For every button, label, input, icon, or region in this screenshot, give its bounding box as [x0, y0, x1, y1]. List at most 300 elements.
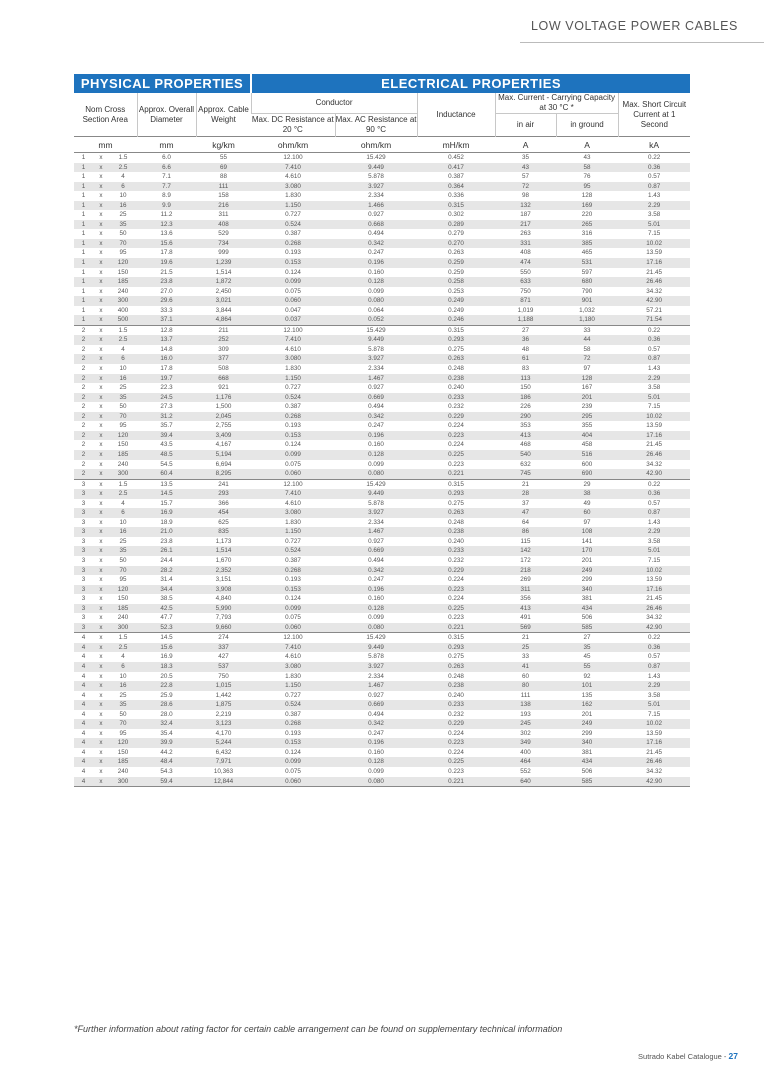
cell-weight: 252 [196, 335, 251, 345]
cell-dc-resistance: 0.037 [251, 315, 335, 325]
cell-current-air: 115 [520, 537, 531, 545]
cell-short-circuit: 0.36 [618, 335, 690, 345]
cell-diameter: 38.5 [160, 595, 173, 603]
cell-weight: 5,990 [196, 604, 251, 614]
cell-current-air: 150 [520, 384, 531, 392]
cell-dc-resistance: 1.150 [251, 201, 335, 211]
cell-current-ground: 239 [581, 403, 593, 411]
table-row [74, 210, 690, 220]
cell-weight: 668 [196, 374, 251, 384]
cell-inductance: 0.387 [448, 173, 464, 181]
table-row [74, 191, 690, 201]
cell-dc-resistance: 0.524 [251, 393, 335, 403]
cell-short-circuit: 3.58 [647, 537, 661, 545]
cell-dc-resistance: 0.060 [251, 469, 335, 479]
cell-inductance: 0.224 [448, 422, 464, 430]
cell-short-circuit: 0.87 [618, 182, 690, 192]
table-row [74, 613, 690, 623]
cell-dc-resistance: 1.830 [285, 192, 301, 200]
cell-cores: 2 [74, 374, 93, 384]
cell-diameter: 24.4 [160, 556, 173, 564]
cell-section: 10 [119, 365, 127, 373]
cell-diameter: 34.4 [137, 585, 196, 595]
cell-weight: 1,514 [215, 268, 232, 276]
cell-ac-resistance: 0.080 [335, 296, 417, 306]
cell-short-circuit: 1.43 [647, 365, 661, 373]
cell-diameter: 19.7 [137, 374, 196, 384]
cell-inductance: 0.224 [448, 595, 464, 603]
table-row [74, 364, 690, 374]
cell-short-circuit: 26.46 [618, 277, 690, 287]
cell-current-ground: 201 [581, 710, 593, 718]
cell-diameter: 20.5 [160, 672, 173, 680]
cell-short-circuit: 71.54 [618, 315, 690, 325]
cell-weight: 1,173 [215, 537, 232, 545]
cell-diameter: 23.8 [137, 277, 196, 287]
cell-current-ground: 49 [583, 499, 591, 507]
cell-diameter: 12.8 [137, 325, 196, 335]
cell-current-ground: 404 [556, 431, 618, 441]
cell-dc-resistance: 4.610 [285, 345, 301, 353]
cell-cores: 4 [81, 691, 86, 699]
cell-ac-resistance: 0.128 [335, 604, 417, 614]
cell-dc-resistance: 0.099 [251, 757, 335, 767]
cell-dc-resistance: 0.727 [285, 211, 301, 219]
cell-times: x [93, 633, 109, 643]
cell-times: x [93, 431, 109, 441]
cell-times: x [93, 777, 109, 787]
cell-cores: 3 [81, 537, 86, 545]
cell-cores: 3 [74, 508, 93, 518]
cell-dc-resistance: 4.610 [285, 499, 301, 507]
cell-section: 6 [109, 508, 137, 518]
cell-current-air: 871 [495, 296, 556, 306]
cell-cores: 3 [74, 585, 93, 595]
cell-ac-resistance: 0.099 [368, 287, 384, 295]
cell-diameter: 59.4 [137, 777, 196, 787]
cell-current-air: 132 [495, 201, 556, 211]
cell-dc-resistance: 1.150 [251, 527, 335, 537]
cell-section: 6 [109, 662, 137, 672]
cell-times: x [93, 374, 109, 384]
cell-ac-resistance: 0.342 [335, 239, 417, 249]
cell-times: x [93, 643, 109, 653]
cell-ac-resistance: 0.342 [335, 719, 417, 729]
cell-diameter: 31.2 [137, 412, 196, 422]
cell-dc-resistance: 0.099 [251, 604, 335, 614]
cell-short-circuit: 2.29 [618, 527, 690, 537]
cell-cores: 3 [74, 604, 93, 614]
cell-current-air: 290 [495, 412, 556, 422]
cell-dc-resistance: 12.100 [283, 154, 303, 161]
cell-cores: 4 [74, 662, 93, 672]
cell-ac-resistance: 0.494 [368, 403, 384, 411]
table-row [74, 662, 690, 672]
cell-weight: 111 [196, 182, 251, 192]
cell-ac-resistance: 0.080 [335, 469, 417, 479]
cell-current-air: 1,019 [517, 306, 534, 314]
cell-current-air: 413 [495, 604, 556, 614]
cell-current-ground: 170 [556, 546, 618, 556]
cell-section: 16 [109, 527, 137, 537]
cell-current-air: 464 [495, 757, 556, 767]
cell-section: 70 [109, 566, 137, 576]
cell-ac-resistance: 0.927 [368, 384, 384, 392]
cell-current-ground: 790 [581, 287, 593, 295]
table-row [74, 585, 690, 595]
cell-dc-resistance: 0.524 [251, 546, 335, 556]
cell-inductance: 0.224 [448, 729, 464, 737]
cell-ac-resistance: 2.334 [368, 365, 384, 373]
cell-times: x [99, 595, 103, 603]
cell-inductance: 0.221 [417, 777, 495, 787]
cell-short-circuit: 21.45 [646, 268, 662, 276]
cell-weight: 3,844 [215, 306, 232, 314]
cell-current-ground: 434 [556, 757, 618, 767]
cell-diameter: 17.8 [160, 365, 173, 373]
cell-inductance: 0.315 [417, 479, 495, 489]
cell-current-ground: 265 [556, 220, 618, 230]
cell-short-circuit: 0.22 [618, 479, 690, 489]
cell-short-circuit: 2.29 [618, 681, 690, 691]
cell-diameter: 14.8 [160, 345, 173, 353]
cell-current-ground: 680 [556, 277, 618, 287]
cell-cores: 3 [74, 623, 93, 633]
cell-cores: 2 [74, 335, 93, 345]
table-row [74, 719, 690, 729]
cell-inductance: 0.452 [448, 154, 464, 161]
cell-diameter: 12.3 [137, 220, 196, 230]
cell-diameter: 21.0 [137, 527, 196, 537]
cell-inductance: 0.270 [417, 239, 495, 249]
cell-current-ground: 340 [556, 585, 618, 595]
cell-short-circuit: 1.43 [647, 518, 661, 526]
cell-times: x [93, 757, 109, 767]
cell-times: x [99, 306, 103, 314]
unit-short: kA [618, 137, 690, 153]
cell-cores: 1 [74, 182, 93, 192]
cell-dc-resistance: 0.099 [251, 277, 335, 287]
cell-ac-resistance: 0.669 [335, 546, 417, 556]
cell-diameter: 22.8 [137, 681, 196, 691]
inductance-header: Inductance [417, 93, 495, 137]
cell-current-ground: 97 [583, 518, 591, 526]
cell-current-ground: 29 [556, 479, 618, 489]
cell-section: 70 [109, 719, 137, 729]
cell-weight: 4,840 [215, 595, 232, 603]
table-row [74, 268, 690, 278]
cell-short-circuit: 3.58 [647, 211, 661, 219]
cell-times: x [93, 585, 109, 595]
cell-short-circuit: 3.58 [647, 691, 661, 699]
cell-current-ground: 355 [581, 422, 593, 430]
cell-current-air: 468 [520, 441, 531, 449]
cell-times: x [99, 287, 103, 295]
cell-current-ground: 299 [581, 729, 593, 737]
cell-diameter: 27.0 [160, 287, 173, 295]
cell-times: x [99, 576, 103, 584]
cell-dc-resistance: 0.153 [251, 738, 335, 748]
cell-times: x [93, 393, 109, 403]
cell-ac-resistance: 15.429 [335, 633, 417, 643]
cell-diameter: 39.9 [137, 738, 196, 748]
cell-times: x [99, 653, 103, 661]
cell-diameter: 60.4 [137, 469, 196, 479]
cell-dc-resistance: 4.610 [285, 173, 301, 181]
cell-diameter: 14.5 [137, 489, 196, 499]
cell-diameter: 28.0 [160, 710, 173, 718]
cell-times: x [99, 614, 103, 622]
cell-section: 185 [109, 450, 137, 460]
cell-weight: 216 [196, 201, 251, 211]
cell-current-air: 408 [520, 249, 531, 257]
cell-section: 16 [109, 201, 137, 211]
cell-dc-resistance: 3.080 [251, 662, 335, 672]
cell-inductance: 0.315 [417, 201, 495, 211]
cell-inductance: 0.253 [448, 287, 464, 295]
cell-cores: 1 [81, 173, 86, 181]
cell-section: 16 [109, 374, 137, 384]
cell-weight: 6,432 [215, 748, 232, 756]
cell-section: 120 [109, 738, 137, 748]
cell-inductance: 0.225 [417, 450, 495, 460]
cell-short-circuit: 5.01 [618, 700, 690, 710]
cell-dc-resistance: 7.410 [251, 335, 335, 345]
cell-current-ground: 385 [556, 239, 618, 249]
cell-diameter: 28.2 [137, 566, 196, 576]
cell-dc-resistance: 12.100 [251, 479, 335, 489]
cell-diameter: 13.6 [160, 230, 173, 238]
cell-dc-resistance: 0.075 [285, 614, 301, 622]
cell-section: 95 [119, 249, 127, 257]
cell-section: 150 [117, 595, 129, 603]
cell-short-circuit: 34.32 [646, 768, 662, 775]
cell-ac-resistance: 3.927 [335, 354, 417, 364]
cell-cores: 4 [81, 672, 86, 680]
table-row [74, 537, 690, 547]
in-ground-header: in ground [556, 114, 618, 137]
cell-current-ground: 434 [556, 604, 618, 614]
cell-dc-resistance: 0.268 [251, 239, 335, 249]
cell-weight: 293 [196, 489, 251, 499]
cell-inductance: 0.263 [417, 508, 495, 518]
cell-short-circuit: 13.59 [646, 729, 662, 737]
cell-cores: 1 [74, 220, 93, 230]
table-row [74, 518, 690, 528]
cell-section: 150 [117, 268, 129, 276]
unit-inductance: mH/km [417, 137, 495, 153]
cell-dc-resistance: 0.099 [251, 450, 335, 460]
cell-times: x [93, 325, 109, 335]
cell-inductance: 0.232 [448, 556, 464, 564]
cell-inductance: 0.248 [448, 672, 464, 680]
cell-diameter: 26.1 [137, 546, 196, 556]
cell-diameter: 27.3 [160, 403, 173, 411]
table-row [74, 489, 690, 499]
cell-dc-resistance: 0.524 [251, 700, 335, 710]
cell-ac-resistance: 0.196 [335, 431, 417, 441]
cell-short-circuit: 10.02 [618, 566, 690, 576]
cell-times: x [93, 220, 109, 230]
page-footer [638, 1051, 738, 1061]
cell-dc-resistance: 0.387 [285, 403, 301, 411]
cell-dc-resistance: 0.153 [251, 258, 335, 268]
cell-inductance: 0.240 [448, 384, 464, 392]
cell-section: 70 [109, 239, 137, 249]
cell-current-air: 400 [520, 748, 531, 756]
table-row [74, 296, 690, 306]
cell-section: 25 [119, 537, 127, 545]
cell-times: x [99, 173, 103, 181]
table-row [74, 767, 690, 777]
cell-weight: 1,239 [196, 258, 251, 268]
cell-current-ground: 169 [556, 201, 618, 211]
cell-inductance: 0.225 [417, 604, 495, 614]
cell-current-air: 35 [522, 154, 530, 161]
cell-cores: 4 [74, 633, 93, 643]
cell-current-ground: 35 [556, 643, 618, 653]
cell-cores: 3 [74, 546, 93, 556]
table-row [74, 258, 690, 268]
table-row [74, 287, 690, 297]
cell-inductance: 0.223 [448, 768, 464, 775]
cell-times: x [99, 230, 103, 238]
cell-cores: 2 [81, 365, 86, 373]
cell-short-circuit: 42.90 [618, 296, 690, 306]
cell-cores: 4 [74, 643, 93, 653]
cell-current-air: 193 [520, 710, 531, 718]
cell-short-circuit: 0.57 [647, 653, 661, 661]
cell-cores: 2 [74, 325, 93, 335]
cell-cores: 1 [74, 239, 93, 249]
cell-current-air: 186 [495, 393, 556, 403]
cell-current-ground: 58 [583, 345, 591, 353]
cell-cores: 1 [81, 211, 86, 219]
cell-times: x [99, 537, 103, 545]
cell-short-circuit: 0.87 [618, 508, 690, 518]
cell-section: 1.5 [109, 633, 137, 643]
cell-times: x [93, 335, 109, 345]
cell-ac-resistance: 2.334 [368, 672, 384, 680]
cell-cores: 3 [81, 614, 86, 622]
cell-diameter: 13.7 [137, 335, 196, 345]
cell-weight: 508 [218, 365, 229, 373]
cell-ac-resistance: 0.160 [368, 441, 384, 449]
cell-times: x [93, 412, 109, 422]
cell-times: x [99, 403, 103, 411]
cell-diameter: 32.4 [137, 719, 196, 729]
cell-inductance: 0.289 [417, 220, 495, 230]
cell-ac-resistance: 0.064 [368, 306, 384, 314]
cell-short-circuit: 0.22 [647, 154, 661, 161]
cell-current-ground: 249 [556, 719, 618, 729]
cell-diameter: 18.9 [160, 518, 173, 526]
cell-current-air: 349 [495, 738, 556, 748]
cell-current-ground: 55 [556, 662, 618, 672]
cell-current-ground: 299 [581, 576, 593, 584]
cell-cores: 4 [74, 681, 93, 691]
cell-inductance: 0.259 [417, 258, 495, 268]
cell-cores: 2 [81, 384, 86, 392]
cell-section: 35 [109, 220, 137, 230]
cell-dc-resistance: 0.075 [285, 768, 301, 775]
cell-cores: 1 [81, 192, 86, 200]
cell-ac-resistance: 0.099 [368, 768, 384, 775]
electrical-properties-heading: ELECTRICAL PROPERTIES [251, 74, 690, 93]
cell-diameter: 31.4 [160, 576, 173, 584]
cell-ac-resistance: 1.467 [335, 681, 417, 691]
cell-current-air: 413 [495, 431, 556, 441]
cell-short-circuit: 7.15 [647, 403, 661, 411]
table-row [74, 402, 690, 412]
cable-weight-header: Approx. Cable Weight [196, 93, 251, 137]
cell-times: x [93, 469, 109, 479]
cell-short-circuit: 13.59 [646, 249, 662, 257]
table-row [74, 277, 690, 287]
cell-weight: 6,694 [215, 460, 232, 468]
cell-cores: 4 [81, 768, 86, 775]
cell-ac-resistance: 0.494 [368, 556, 384, 564]
cell-times: x [93, 566, 109, 576]
cell-short-circuit: 10.02 [618, 412, 690, 422]
table-row [74, 163, 690, 173]
cell-dc-resistance: 12.100 [251, 325, 335, 335]
cell-dc-resistance: 0.060 [251, 296, 335, 306]
cell-short-circuit: 0.87 [618, 662, 690, 672]
cell-section: 300 [109, 469, 137, 479]
cell-ac-resistance: 5.878 [368, 345, 384, 353]
cell-ac-resistance: 9.449 [335, 643, 417, 653]
cell-current-ground: 600 [581, 460, 593, 468]
cell-times: x [93, 201, 109, 211]
cell-current-ground: 1,032 [579, 306, 595, 314]
table-row [74, 700, 690, 710]
cell-times: x [93, 738, 109, 748]
cell-dc-resistance: 0.047 [285, 306, 301, 314]
cell-weight: 366 [218, 499, 229, 507]
cell-ac-resistance: 0.342 [335, 412, 417, 422]
cell-short-circuit: 7.15 [647, 230, 661, 238]
cell-weight: 211 [196, 325, 251, 335]
cell-section: 300 [109, 623, 137, 633]
cell-inductance: 0.249 [417, 296, 495, 306]
cell-section: 4 [121, 653, 125, 661]
cell-weight: 999 [218, 249, 229, 257]
cell-current-air: 263 [520, 230, 531, 238]
cell-current-air: 21 [495, 633, 556, 643]
cell-current-ground: 381 [581, 748, 593, 756]
cell-weight: 1,500 [215, 403, 232, 411]
cell-ac-resistance: 0.927 [368, 211, 384, 219]
cell-times: x [99, 249, 103, 257]
cell-inductance: 0.229 [417, 566, 495, 576]
cell-section: 95 [119, 422, 127, 430]
cell-ac-resistance: 0.247 [368, 729, 384, 737]
cell-current-ground: 60 [556, 508, 618, 518]
cell-short-circuit: 2.29 [618, 201, 690, 211]
cell-ac-resistance: 0.099 [368, 460, 384, 468]
cell-dc-resistance: 3.080 [251, 508, 335, 518]
cell-ac-resistance: 2.334 [368, 518, 384, 526]
cell-short-circuit: 0.57 [647, 173, 661, 181]
cell-diameter: 7.7 [137, 182, 196, 192]
cell-section: 2.5 [109, 335, 137, 345]
unit-ground: A [556, 137, 618, 153]
table-row [74, 412, 690, 422]
cell-diameter: 7.1 [162, 173, 171, 181]
table-row [74, 239, 690, 249]
cell-current-air: 217 [495, 220, 556, 230]
